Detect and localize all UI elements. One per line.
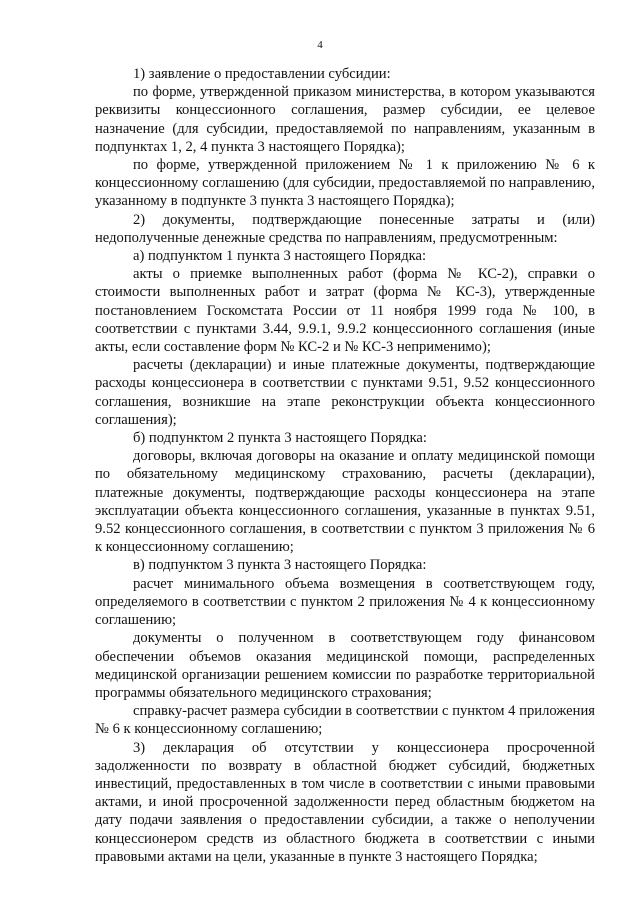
paragraph-subitem-a: а) подпунктом 1 пункта 3 настоящего Порядка:	[133, 248, 427, 265]
paragraph-calculations: расчеты (декларации) и иные платежные документы, подтверждающие расходы концессионера в соответствии с пунктами 9.51, 9.52 концессионного соглашения, возникшие на этапе реконструкции объекта концессионного соглашения);	[95, 357, 595, 428]
paragraph-form-appendix: по форме, утвержденной приложением № 1 к приложению № 6 к концессионному соглашению (для субсидии, предоставляемой по направлению, указанному в подпункте 3 пункта 3 настоящего Порядка);	[95, 157, 595, 210]
paragraph-application: 1) заявление о предоставлении субсидии:	[133, 66, 391, 82]
paragraph-subitem-b: б) подпунктом 2 пункта 3 настоящего Порядка:	[133, 430, 427, 447]
paragraph-subitem-v: в) подпунктом 3 пункта 3 настоящего Порядка:	[133, 557, 427, 574]
paragraph-financing-docs: документы о полученном в соответствующем году финансовом обеспечении объемов оказания медицинской помощи, распределенных медицинской организации решением комиссии по разработке территориальной программы обязательного медицинского страхования;	[95, 630, 595, 701]
paragraph-acts: акты о приемке выполненных работ (форма № КС-2), справки о стоимости выполненных работ и затрат (форма № КС-3), утвержденные постановлением Госкомстата России от 11 ноября 1999 года № 100, в соответствии с пунктами 3.44, 9.9.1, 9.9.2 концессионного соглашения (иные акты, если составление форм № КС-2 и № КС-3 неприменимо);	[95, 266, 595, 356]
paragraph-documents: 2) документы, подтверждающие понесенные затраты и (или) недополученные денежные средства по направлениям, предусмотренным:	[95, 211, 595, 246]
document-body	[95, 65, 595, 866]
paragraph-contracts: договоры, включая договоры на оказание и оплату медицинской помощи по обязательному медицинскому страхованию, расчеты (декларации), платежные документы, подтверждающие расходы концессионера на этапе эксплуатации объекта концессионного соглашения, указанные в пунктах 9.51, 9.52 концессионного соглашения, в соответствии с пунктом 3 приложения № 6 к концессионному соглашению;	[95, 448, 595, 556]
paragraph-form-ministry: по форме, утвержденной приказом министерства, в котором указываются реквизиты концессионного соглашения, размер субсидии, ее целевое назначение (для субсидии, предоставляемой по направлениям, указанным в подпунктах 1, 2, 4 пункта 3 настоящего Порядка);	[95, 84, 595, 155]
paragraph-declaration: 3) декларация об отсутствии у концессионера просроченной задолженности по возврату в областной бюджет субсидий, бюджетных инвестиций, предоставленных в том числе в соответствии с иными правовыми актами, и иной просроченной задолженности перед областным бюджетом на дату подачи заявления о предоставлении субсидии, а также о неполучении концессионером средств из областного бюджета в соответствии с иными правовыми актами на цели, указанные в пункте 3 настоящего Порядка;	[95, 739, 595, 865]
paragraph-minimum-volume: расчет минимального объема возмещения в соответствующем году, определяемого в соответствии с пунктом 2 приложения № 4 к концессионному соглашению;	[95, 575, 595, 629]
paragraph-calc-statement: справку-расчет размера субсидии в соответствии с пунктом 4 приложения № 6 к концессионному соглашению;	[95, 703, 595, 738]
page-number: 4	[317, 39, 323, 51]
